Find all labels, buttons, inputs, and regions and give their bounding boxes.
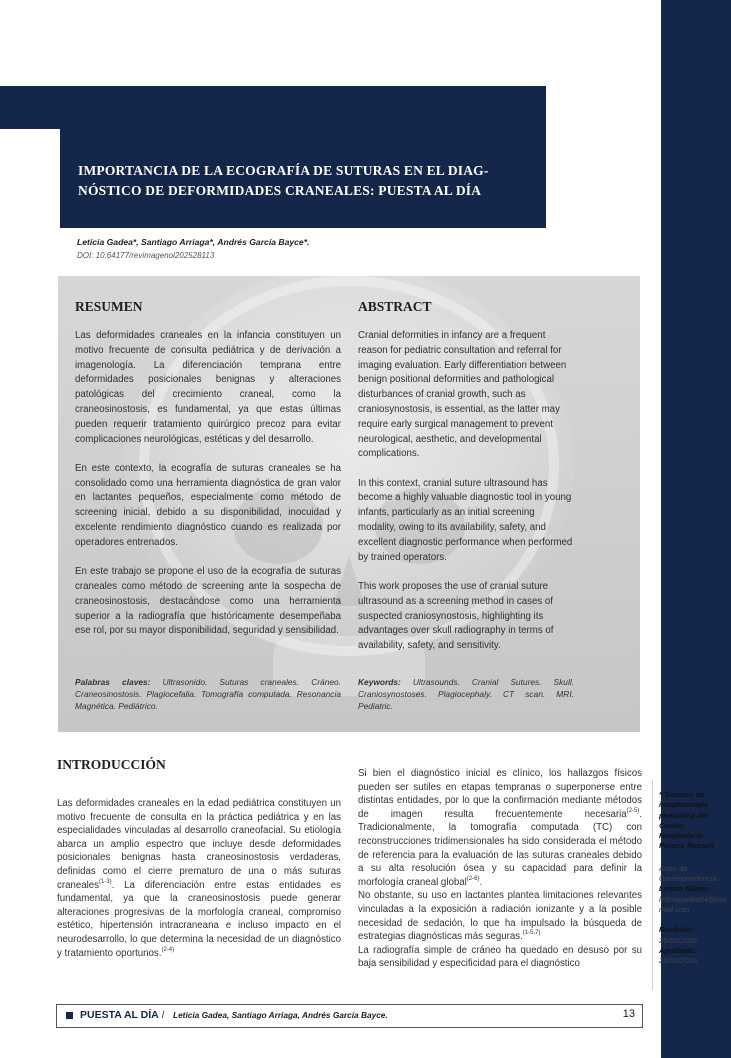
keywords-text: Ultrasounds. Cranial Sutures. Skull. Craniosynostoses. Plagiocephaly. CT scan. MRI. Pediatric. bbox=[358, 677, 575, 711]
abstract-text bbox=[358, 329, 574, 668]
intro-right-column bbox=[358, 767, 642, 971]
received-label: Recibido: bbox=[659, 925, 694, 935]
resumen-heading: RESUMEN bbox=[75, 299, 143, 314]
article-title: IMPORTANCIA DE LA ECOGRAFÍA DE SUTURAS EN EL DIAG-NÓSTICO DE DEFORMIDADES CRANEALES: PUESTA AL DÍA bbox=[78, 163, 489, 198]
footer-separator: / bbox=[158, 1009, 165, 1021]
keywords-text: Ultrasonido. Suturas craneales. Cráneo. Craneosinostosis. Plagiocefalia. Tomografía computada. Resonancia Magnética. Pediátrico. bbox=[75, 677, 342, 711]
intro-text: . La diferenciación entre estas entidades es fundamental, ya que la craneosinostosis puede generar alteraciones progresivas de la morfología craneal, compromiso estético, hipertensión intracraneana e incluso impacto en el neurodesarrollo, lo que determina la necesidad de un diagnóstico y tratamiento oportunos. bbox=[57, 879, 341, 959]
intro-text: Si bien el diagnóstico inicial es clínico, los hallazgos físicos pueden ser sutiles en etapas tempranas o superponerse entre distintas entidades, por lo que la confirmación mediante métodos de imagen resulta frecuentemente necesaria bbox=[358, 768, 642, 820]
page-footer bbox=[56, 1004, 643, 1028]
correspondence-name: Leticia Gadea bbox=[659, 884, 709, 894]
correspondence-label: Autor de Correspondencia bbox=[659, 863, 717, 884]
title-box bbox=[60, 129, 546, 228]
resumen-keywords bbox=[75, 676, 341, 712]
abstract-paragraph: Cranial deformities in infancy are a frequent reason for pediatric consultation and referral for imaging evaluation. Early differentiation between benign positional deformities and pathological disturbances of cranial growth, such as craniosynostosis, is essential, as the latter may require early surgical management to prevent neurological, aesthetic, and developmental complications. bbox=[358, 330, 567, 460]
approved-label: Aprobado: bbox=[659, 945, 698, 955]
introduccion-heading: INTRODUCCIÓN bbox=[57, 757, 166, 772]
footer-square-icon bbox=[66, 1012, 73, 1019]
resumen-text bbox=[75, 329, 341, 654]
dates-block bbox=[659, 925, 729, 966]
citation-ref: (2-4) bbox=[161, 946, 175, 953]
sidebar-divider bbox=[652, 780, 653, 990]
header-band bbox=[0, 86, 546, 129]
abstract-paragraph: This work proposes the use of cranial suture ultrasound as a screening method in cases of suspected craniosynostosis, highlighting its advantages over skull radiography in terms of availability, safety, and sensitivity. bbox=[358, 580, 554, 652]
intro-text: La radiografía simple de cráneo ha quedado en desuso por su baja sensibilidad y especificidad para el diagnóstico bbox=[358, 944, 642, 970]
intro-text: . Tradicionalmente, la tomografía computada (TC) con reconstrucciones tridimensionales ha sido considerada el método de referencia para la evaluación de las suturas craneales debido a su alta resolución ósea y su capacidad para definir la morfología craneal global bbox=[358, 808, 642, 888]
abstract-keywords bbox=[358, 676, 574, 712]
abstract-heading: ABSTRACT bbox=[358, 299, 432, 314]
intro-text: Las deformidades craneales en la edad pediátrica constituyen un motivo frecuente de consulta en la práctica pediátrica y en las especialidades vinculadas al desarrollo craneofacial. Su etiología abarca un amplio espectro que incluye desde deformidades posicionales benignas hasta craneosinostosis verdaderas, definidas como el cierre prematuro de una o más suturas craneales bbox=[57, 798, 341, 891]
footer-authors: Leticia Gadea, Santiago Arriaga, Andrés García Bayce. bbox=[173, 1010, 388, 1020]
resumen-paragraph: En este contexto, la ecografía de suturas craneales se ha consolidado como una herramienta diagnóstica de gran valor en lactantes pequeños, especialmente como método de screening inicial, debido a su disponibilidad, inocuidad y excelente rendimiento diagnóstico cuando es realizada por operadores entrenados. bbox=[75, 462, 341, 548]
page-number: 13 bbox=[622, 1008, 635, 1020]
intro-text: . bbox=[479, 876, 483, 888]
correspondence-email[interactable]: leticiagadea04@hotmail.com bbox=[659, 894, 727, 914]
resumen-paragraph: En este trabajo se propone el uso de la ecografía de suturas craneales como método de screening ante la sospecha de craneosinostosis, destacándose como una herramienta superior a la radiografía que históricamente desempeñaba ese rol, por su mayor disponibilidad, seguridad y sensibilidad. bbox=[75, 566, 341, 637]
author-list: Leticia Gadea*, Santiago Arriaga*, Andrés García Bayce*. bbox=[77, 237, 310, 247]
footer-section-label bbox=[80, 1009, 165, 1021]
citation-ref: (2-5) bbox=[626, 807, 640, 814]
received-date: 25/02/2026 bbox=[659, 935, 698, 945]
sidebar-notes bbox=[659, 790, 729, 966]
intro-text: No obstante, su uso en lactantes plantea limitaciones relevantes vinculadas a la exposición a radiación ionizante y a la posible necesidad de sedación, lo que ha impulsado la búsqueda de estrategias diagnósticas más seguras. bbox=[358, 890, 642, 943]
keywords-label: Keywords: bbox=[358, 677, 401, 687]
doi-link[interactable]: DOI: 10.64177/revimagenol202528113 bbox=[77, 251, 215, 260]
citation-ref: (2-6) bbox=[466, 875, 480, 882]
abstract-paragraph: In this context, cranial suture ultrasound has become a highly valuable diagnostic tool in young infants, particularly as an initial screening modality, owing to its availability, safety, and excellent diagnostic performance when performed by trained operators. bbox=[358, 477, 573, 563]
citation-ref: (1-3) bbox=[99, 878, 112, 885]
approved-date: 26/03/2026 bbox=[659, 956, 698, 966]
intro-left-column bbox=[57, 797, 341, 960]
citation-ref: (1-5,7) bbox=[522, 930, 541, 937]
correspondence-block bbox=[659, 864, 729, 915]
footer-section: PUESTA AL DÍA bbox=[80, 1009, 159, 1021]
affiliation-note: * Servicio de imagenología pediátrica del Centro Hospitalario Pereira Rossell bbox=[659, 790, 714, 851]
keywords-label: Palabras claves: bbox=[75, 677, 151, 687]
resumen-paragraph: Las deformidades craneales en la infancia constituyen un motivo frecuente de consulta pediátrica y de derivación a imagenología. La diferenciación temprana entre deformidades posicionales benignas y alteraciones patológicas del crecimiento craneal, como la craneosinostosis, es fundamental, ya que estas últimas pueden requerir tratamiento quirúrgico precoz para evitar complicaciones neurológicas, estéticas y del desarrollo. bbox=[75, 330, 341, 445]
